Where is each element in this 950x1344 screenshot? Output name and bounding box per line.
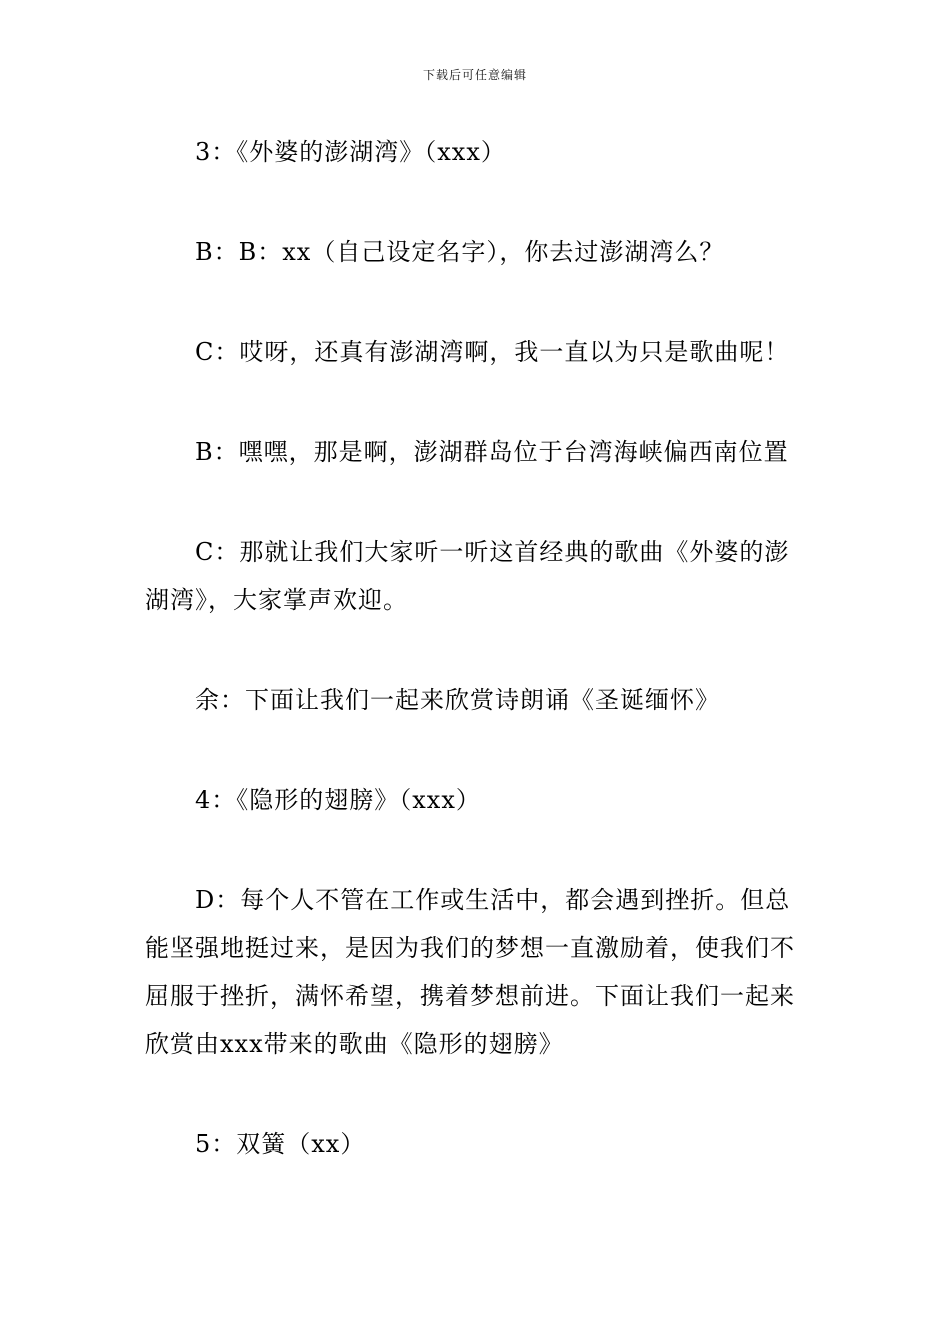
paragraph-dialogue-c-2: C：那就让我们大家听一听这首经典的歌曲《外婆的澎湖湾》，大家掌声欢迎。	[145, 538, 790, 614]
paragraph-dialogue-d: D：每个人不管在工作或生活中，都会遇到挫折。但总能坚强地挺过来，是因为我们的梦想一直激励着，使我们不屈服于挫折，满怀希望，携着梦想前进。下面让我们一起来欣赏由xxx带来的歌曲《隐形的翅膀》	[145, 886, 795, 1058]
paragraph-dialogue-b-2: B：嘿嘿，那是啊，澎湖群岛位于台湾海峡偏西南位置	[195, 438, 789, 466]
paragraph-program-3: 3：《外婆的澎湖湾》（xxx）	[195, 138, 506, 166]
paragraph-program-4: 4：《隐形的翅膀》（xxx）	[195, 786, 481, 814]
page-header: 下载后可任意编辑	[422, 68, 527, 82]
document-body	[145, 128, 810, 1220]
paragraph-dialogue-b-1: B：B：xx（自己设定名字），你去过澎湖湾么？	[195, 238, 725, 266]
paragraph-program-5: 5：双簧（xx）	[195, 1130, 366, 1158]
paragraph-announcement-yu: 余：下面让我们一起来欣赏诗朗诵《圣诞缅怀》	[195, 686, 720, 714]
paragraph-dialogue-c-1: C：哎呀，还真有澎湖湾啊，我一直以为只是歌曲呢！	[195, 338, 790, 366]
